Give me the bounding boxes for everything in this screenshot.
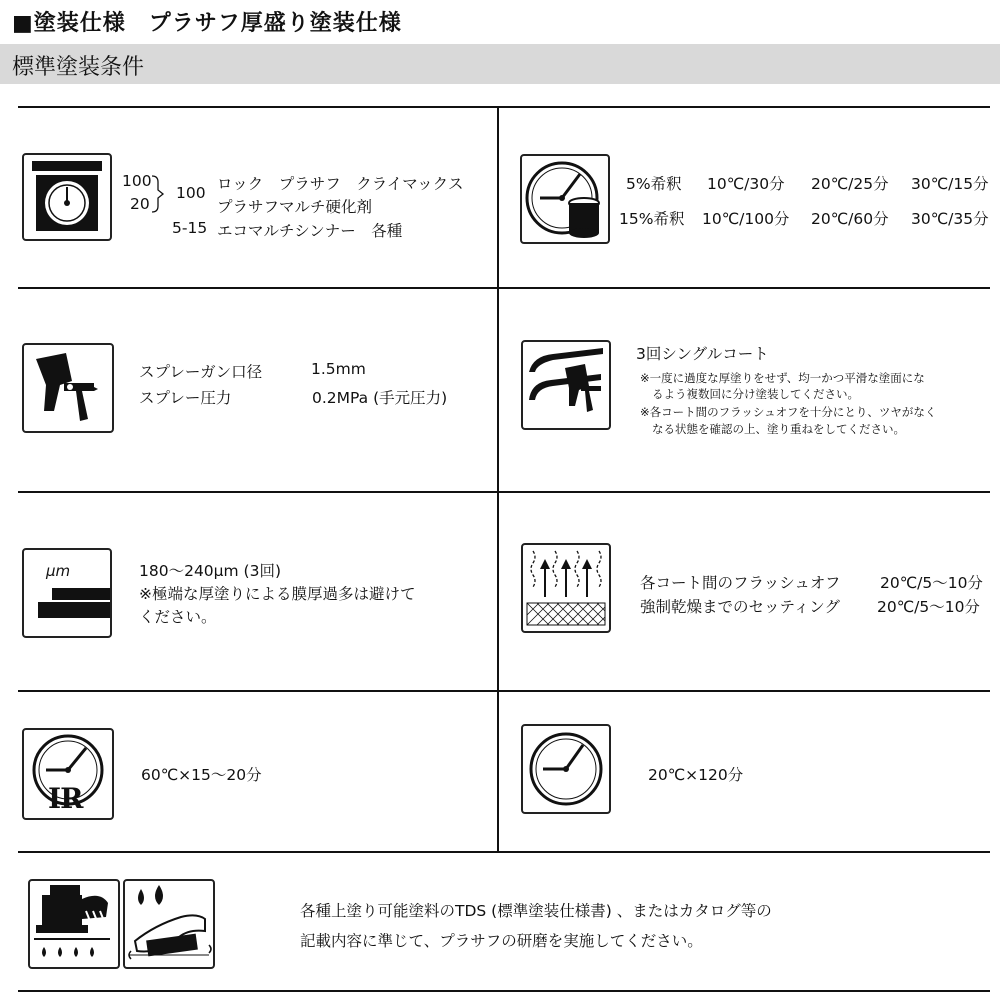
coat-heading: 3回シングルコート (636, 345, 769, 363)
divider (18, 990, 990, 992)
divider (18, 491, 990, 493)
mix-line-2: プラサフマルチ硬化剤 (217, 198, 373, 216)
flashoff-label: 各コート間のフラッシュオフ (640, 574, 841, 592)
potlife-15-10c: 10℃/100分 (702, 210, 790, 228)
sanding-line-2: 記載内容に準じて、プラサフの研磨を実施してください。 (300, 932, 703, 950)
gun-pressure-value: 0.2MPa (手元圧力) (312, 389, 448, 407)
mix-line-3: エコマルチシンナー 各種 (217, 222, 403, 240)
clock-can-icon (520, 154, 610, 244)
spray-gun-icon (22, 343, 114, 433)
column-divider (497, 106, 499, 851)
coat-note-4: なる状態を確認の上、塗り重ねをしてください。 (652, 422, 905, 436)
potlife-15-20c: 20℃/60分 (811, 210, 889, 228)
divider (18, 287, 990, 289)
potlife-label-15: 15%希釈 (619, 210, 685, 228)
gun-pressure-label: スプレー圧力 (139, 389, 232, 407)
thickness-note-2: ください。 (139, 608, 217, 626)
micron-label: μm (46, 562, 71, 580)
thickness-value: 180〜240μm (3回) (139, 562, 282, 580)
ratio-thinner: 5-15 (172, 219, 208, 237)
evaporation-icon (521, 543, 611, 633)
potlife-5-20c: 20℃/25分 (811, 175, 889, 193)
potlife-label-5: 5%希釈 (626, 175, 682, 193)
spray-coat-icon (521, 340, 611, 430)
ir-label: IR (48, 782, 83, 815)
ir-dry-value: 60℃×15〜20分 (141, 766, 262, 784)
page-title: ■塗装仕様 プラサフ厚盛り塗装仕様 (12, 11, 402, 36)
potlife-15-30c: 30℃/35分 (911, 210, 989, 228)
section-header-bar (0, 44, 1000, 84)
sander-icon (28, 879, 120, 969)
gun-size-value: 1.5mm (311, 360, 366, 378)
ratio-hardener: 20 (130, 195, 150, 213)
film-thickness-icon (22, 548, 112, 638)
mix-line-1: ロック プラサフ クライマックス (217, 175, 464, 193)
sanding-line-1: 各種上塗り可能塗料のTDS (標準塗装仕様書) 、またはカタログ等の (300, 902, 772, 920)
bracket-icon (151, 174, 165, 214)
scale-icon (22, 153, 112, 241)
divider (18, 851, 990, 853)
flashoff-value: 20℃/5〜10分 (880, 574, 983, 592)
potlife-5-30c: 30℃/15分 (911, 175, 989, 193)
ir-clock-icon (22, 728, 114, 820)
ratio-main: 100 (122, 172, 152, 190)
clock-icon (521, 724, 611, 814)
gun-size-label: スプレーガン口径 (139, 363, 263, 381)
potlife-5-10c: 10℃/30分 (707, 175, 785, 193)
coat-note-2: るよう複数回に分け塗装してください。 (652, 387, 859, 401)
setting-label: 強制乾燥までのセッティング (640, 598, 840, 616)
section-title: 標準塗装条件 (12, 55, 145, 80)
ratio-total: 100 (176, 184, 206, 202)
setting-value: 20℃/5〜10分 (877, 598, 980, 616)
divider (18, 690, 990, 692)
divider (18, 106, 990, 108)
thickness-note-1: ※極端な厚塗りによる膜厚過多は避けて (139, 585, 416, 603)
coat-note-1: ※一度に過度な厚塗りをせず、均一かつ平滑な塗面にな (640, 371, 925, 385)
wet-sanding-icon (123, 879, 215, 969)
coat-note-3: ※各コート間のフラッシュオフを十分にとり、ツヤがなく (640, 405, 937, 419)
air-dry-value: 20℃×120分 (648, 766, 744, 784)
